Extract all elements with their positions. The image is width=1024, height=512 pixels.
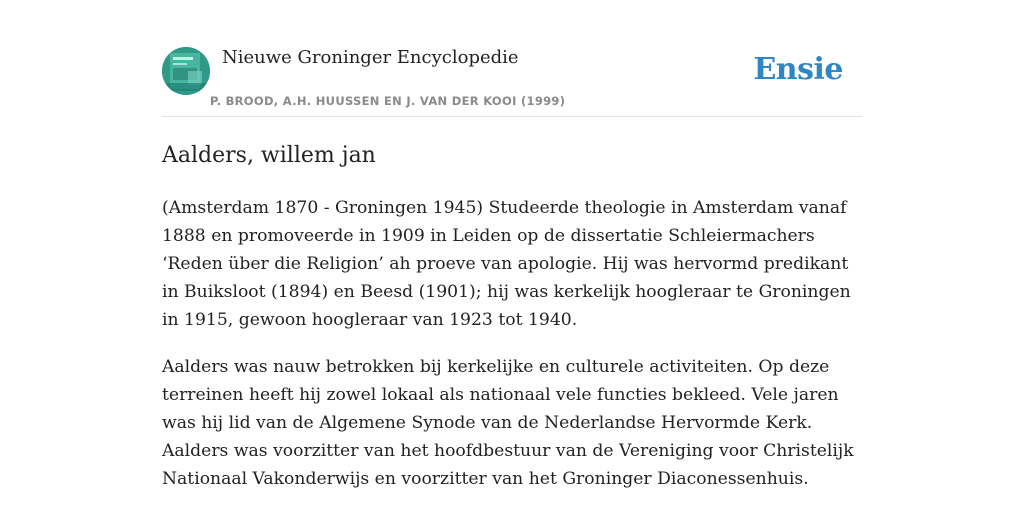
article-paragraph-2: Aalders was nauw betrokken bij kerkelijke en culturele activiteiten. Op deze terreinen heeft hij zowel lokaal als nationaal vele functies bekleed. Vele jaren was hij lid van de Algemene Synode van de Nederlandse Hervormde Kerk. Aalders was voorzitter van het hoofdbestuur van de Vereniging voor Christelijk Nationaal Vakonderwijs en voorzitter van het Groninger Diaconessenhuis.: [162, 357, 854, 489]
source-authors: P. BROOD, A.H. HUUSSEN EN J. VAN DER KOOI (1999): [210, 94, 566, 108]
article-page: [162, 0, 862, 493]
ensie-logo-link[interactable]: Ensie: [753, 52, 843, 87]
source-header: [162, 0, 862, 117]
book-cover-icon: [162, 47, 210, 95]
source-cover-image[interactable]: [162, 47, 210, 95]
article-paragraph-1: (Amsterdam 1870 - Groningen 1945) Studeerde theologie in Amsterdam vanaf 1888 en promoveerde in 1909 in Leiden op de dissertatie Schleiermachers ‘Reden über die Religion’ ah proeve van apologie. Hij was hervormd predikant in Buiksloot (1894) en Beesd (1901); hij was kerkelijk hoogleraar te Groningen in 1915, gewoon hoogleraar van 1923 tot 1940.: [162, 198, 851, 330]
source-title[interactable]: Nieuwe Groninger Encyclopedie: [222, 47, 519, 68]
article-title: Aalders, willem jan: [162, 143, 376, 168]
article-body: [162, 194, 862, 493]
